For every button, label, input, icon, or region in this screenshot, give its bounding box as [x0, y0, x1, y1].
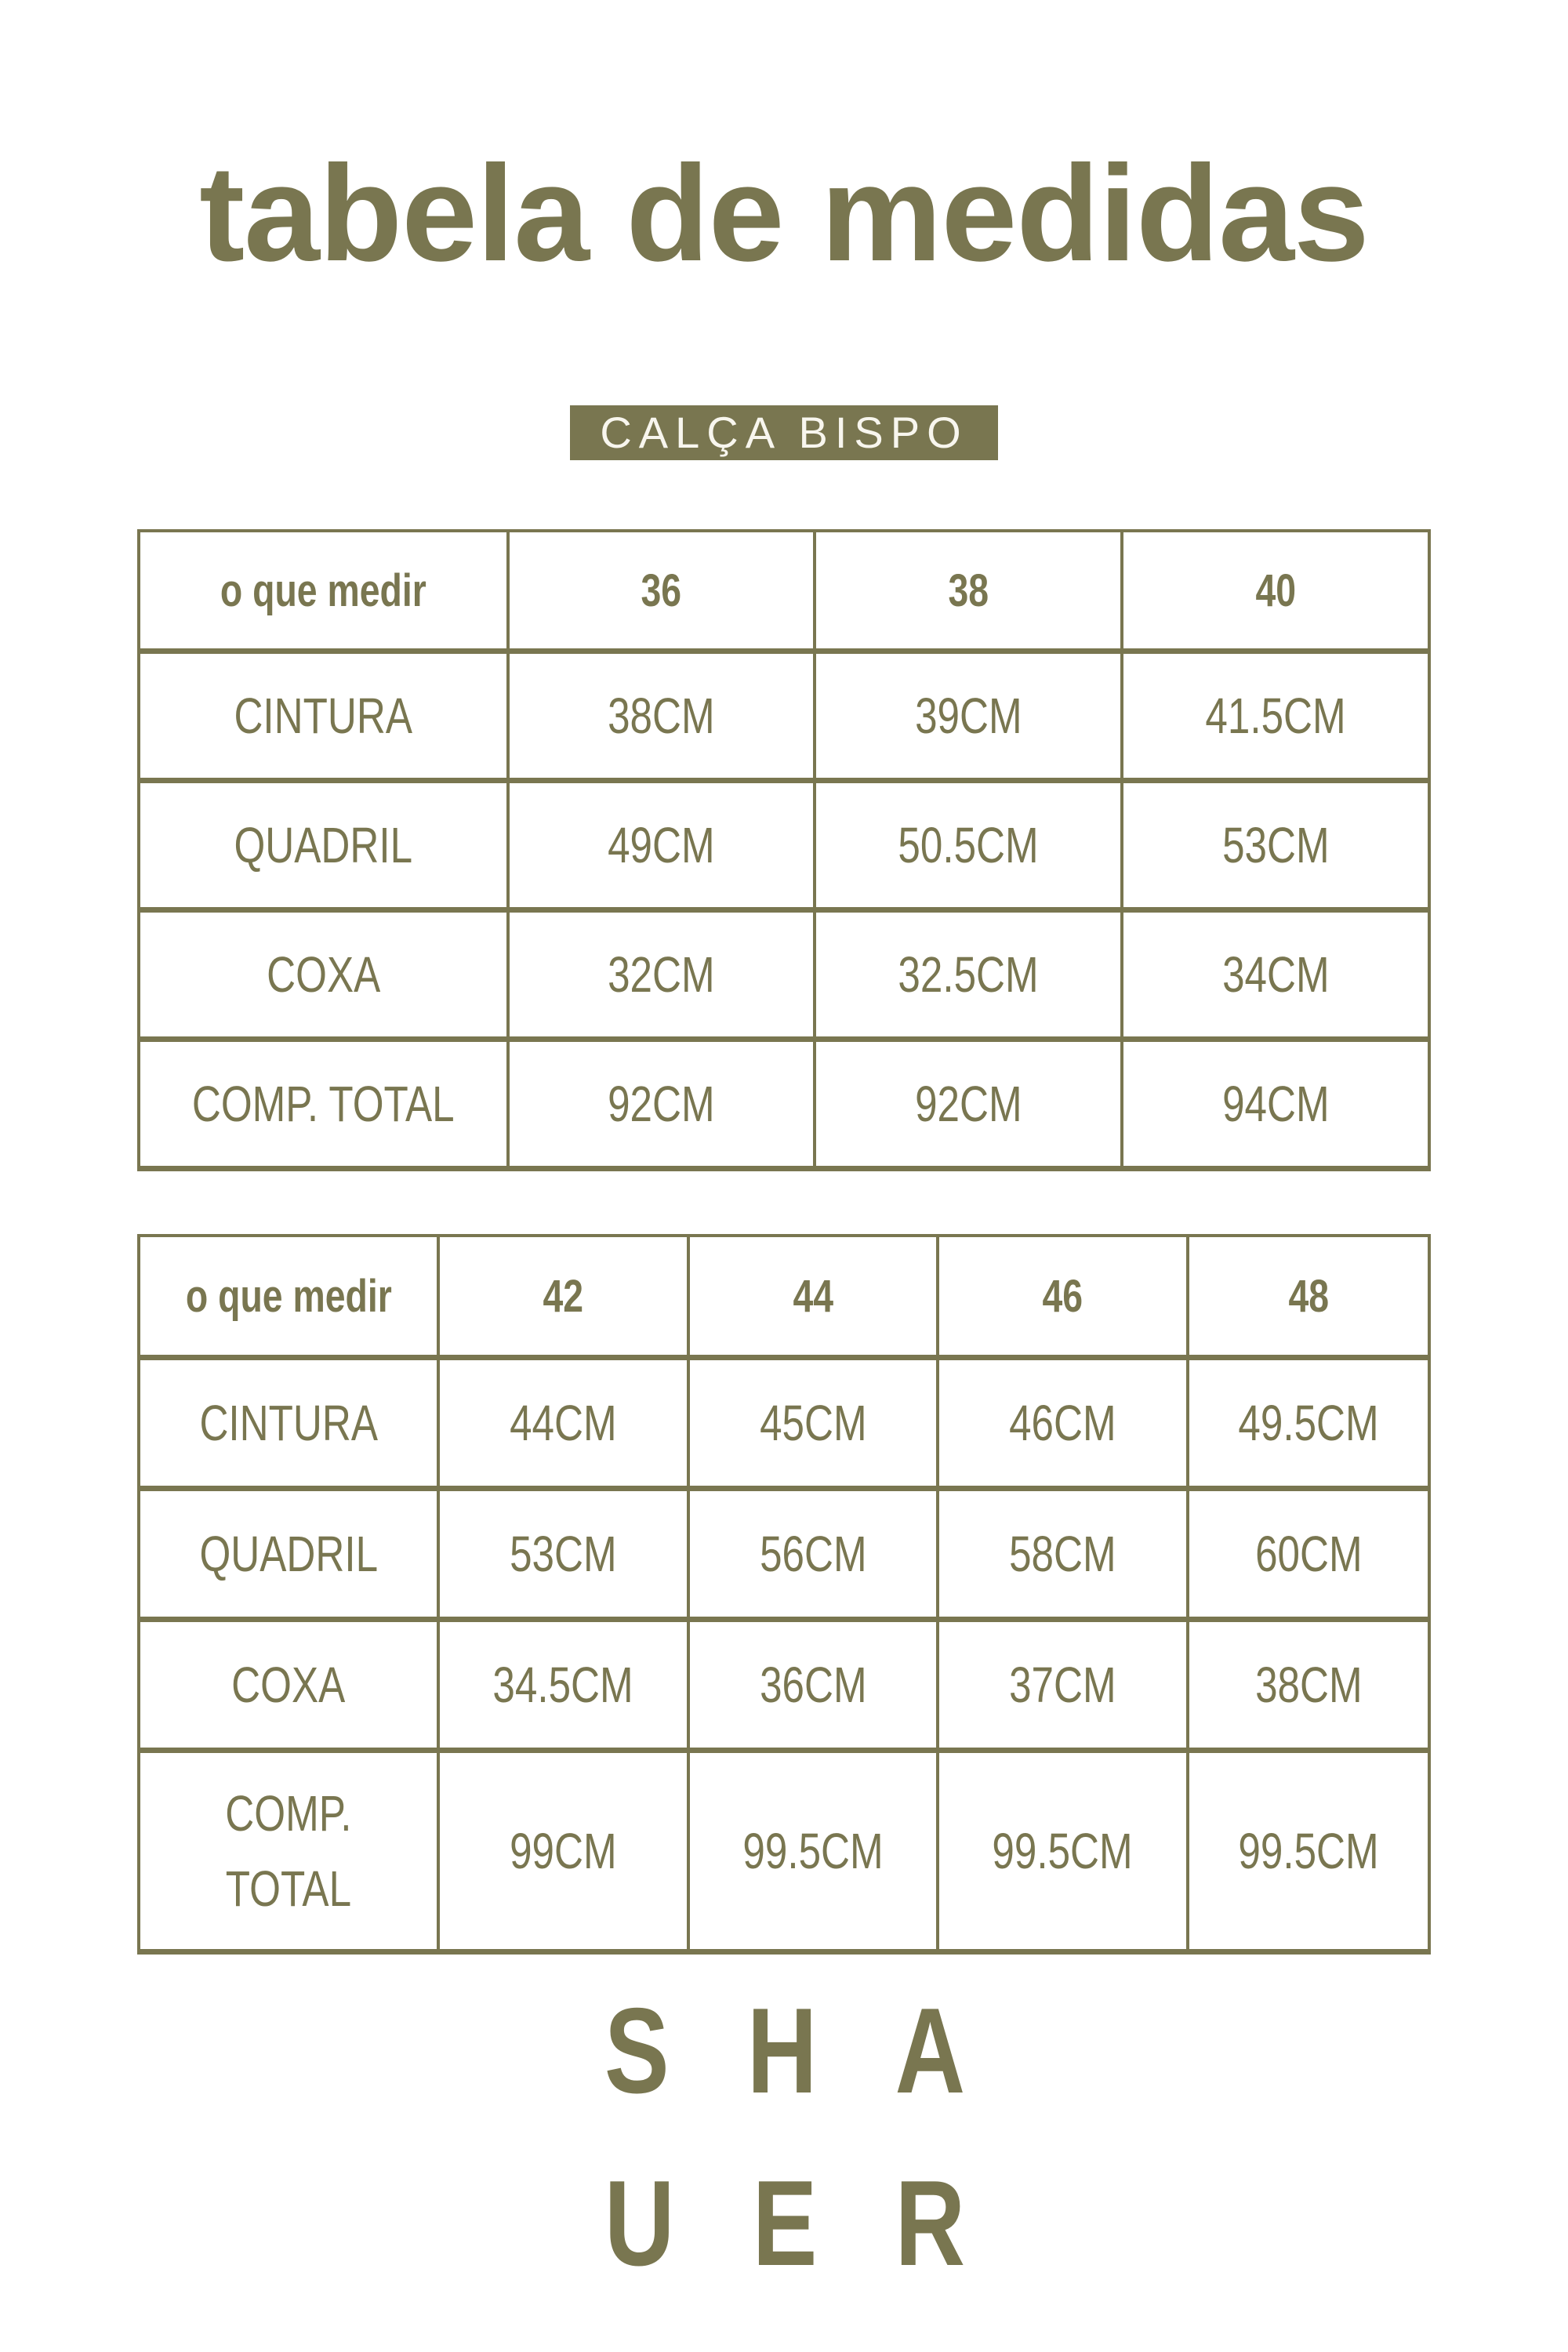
- table-row-cintura: [139, 1358, 1429, 1489]
- label-cell: COXA: [139, 1620, 438, 1751]
- value-cell: 37CM: [938, 1620, 1188, 1751]
- value-cell: 92CM: [508, 1040, 815, 1169]
- header-cell-measure: o que medir: [139, 531, 508, 652]
- header-cell-size-48: 48: [1188, 1236, 1429, 1358]
- table-header-row: [139, 531, 1429, 652]
- value-cell: 92CM: [815, 1040, 1122, 1169]
- table-row-coxa: [139, 1620, 1429, 1751]
- table-row-quadril: [139, 781, 1429, 910]
- table-row-coxa: [139, 910, 1429, 1040]
- label-cell: CINTURA: [139, 652, 508, 781]
- table-row-cintura: [139, 652, 1429, 781]
- label-cell: COMP. TOTAL: [139, 1040, 508, 1169]
- value-cell: 46CM: [938, 1358, 1188, 1489]
- table-row-comp-total: [139, 1040, 1429, 1169]
- size-table-42-48: [137, 1234, 1431, 1955]
- value-cell: 38CM: [1188, 1620, 1429, 1751]
- header-cell-size-42: 42: [438, 1236, 688, 1358]
- value-cell: 41.5CM: [1122, 652, 1429, 781]
- value-cell: 39CM: [815, 652, 1122, 781]
- table-header-row: [139, 1236, 1429, 1358]
- label-cell: QUADRIL: [139, 781, 508, 910]
- value-cell: 49CM: [508, 781, 815, 910]
- value-cell: 44CM: [438, 1358, 688, 1489]
- value-cell: 32.5CM: [815, 910, 1122, 1040]
- header-cell-measure: o que medir: [139, 1236, 438, 1358]
- value-cell: 38CM: [508, 652, 815, 781]
- value-cell: 53CM: [438, 1489, 688, 1620]
- header-cell-size-40: 40: [1122, 531, 1429, 652]
- value-cell: 36CM: [688, 1620, 938, 1751]
- page-title: tabela de medidas: [199, 136, 1369, 289]
- value-cell: 58CM: [938, 1489, 1188, 1620]
- value-cell: 34CM: [1122, 910, 1429, 1040]
- value-cell: 99.5CM: [1188, 1751, 1429, 1952]
- label-cell: COMP. TOTAL: [139, 1751, 438, 1952]
- brand-logo-line-2: UER: [604, 2155, 1044, 2291]
- value-cell: 99.5CM: [688, 1751, 938, 1952]
- value-cell: 45CM: [688, 1358, 938, 1489]
- header-cell-size-44: 44: [688, 1236, 938, 1358]
- product-badge-row: [0, 405, 1568, 460]
- brand-logo: [0, 1983, 1568, 2291]
- header-cell-size-38: 38: [815, 531, 1122, 652]
- product-badge-label: CALÇA BISPO: [600, 408, 968, 457]
- value-cell: 34.5CM: [438, 1620, 688, 1751]
- value-cell: 56CM: [688, 1489, 938, 1620]
- header-cell-size-46: 46: [938, 1236, 1188, 1358]
- table-row-comp-total: [139, 1751, 1429, 1952]
- brand-logo-line-1: SHA: [604, 1983, 1044, 2118]
- table-row-quadril: [139, 1489, 1429, 1620]
- label-cell: CINTURA: [139, 1358, 438, 1489]
- product-badge: [570, 405, 997, 460]
- label-cell: COXA: [139, 910, 508, 1040]
- value-cell: 50.5CM: [815, 781, 1122, 910]
- value-cell: 32CM: [508, 910, 815, 1040]
- header-cell-size-36: 36: [508, 531, 815, 652]
- value-cell: 49.5CM: [1188, 1358, 1429, 1489]
- value-cell: 99CM: [438, 1751, 688, 1952]
- size-table-36-40: [137, 529, 1431, 1171]
- value-cell: 99.5CM: [938, 1751, 1188, 1952]
- label-cell: QUADRIL: [139, 1489, 438, 1620]
- value-cell: 94CM: [1122, 1040, 1429, 1169]
- value-cell: 53CM: [1122, 781, 1429, 910]
- value-cell: 60CM: [1188, 1489, 1429, 1620]
